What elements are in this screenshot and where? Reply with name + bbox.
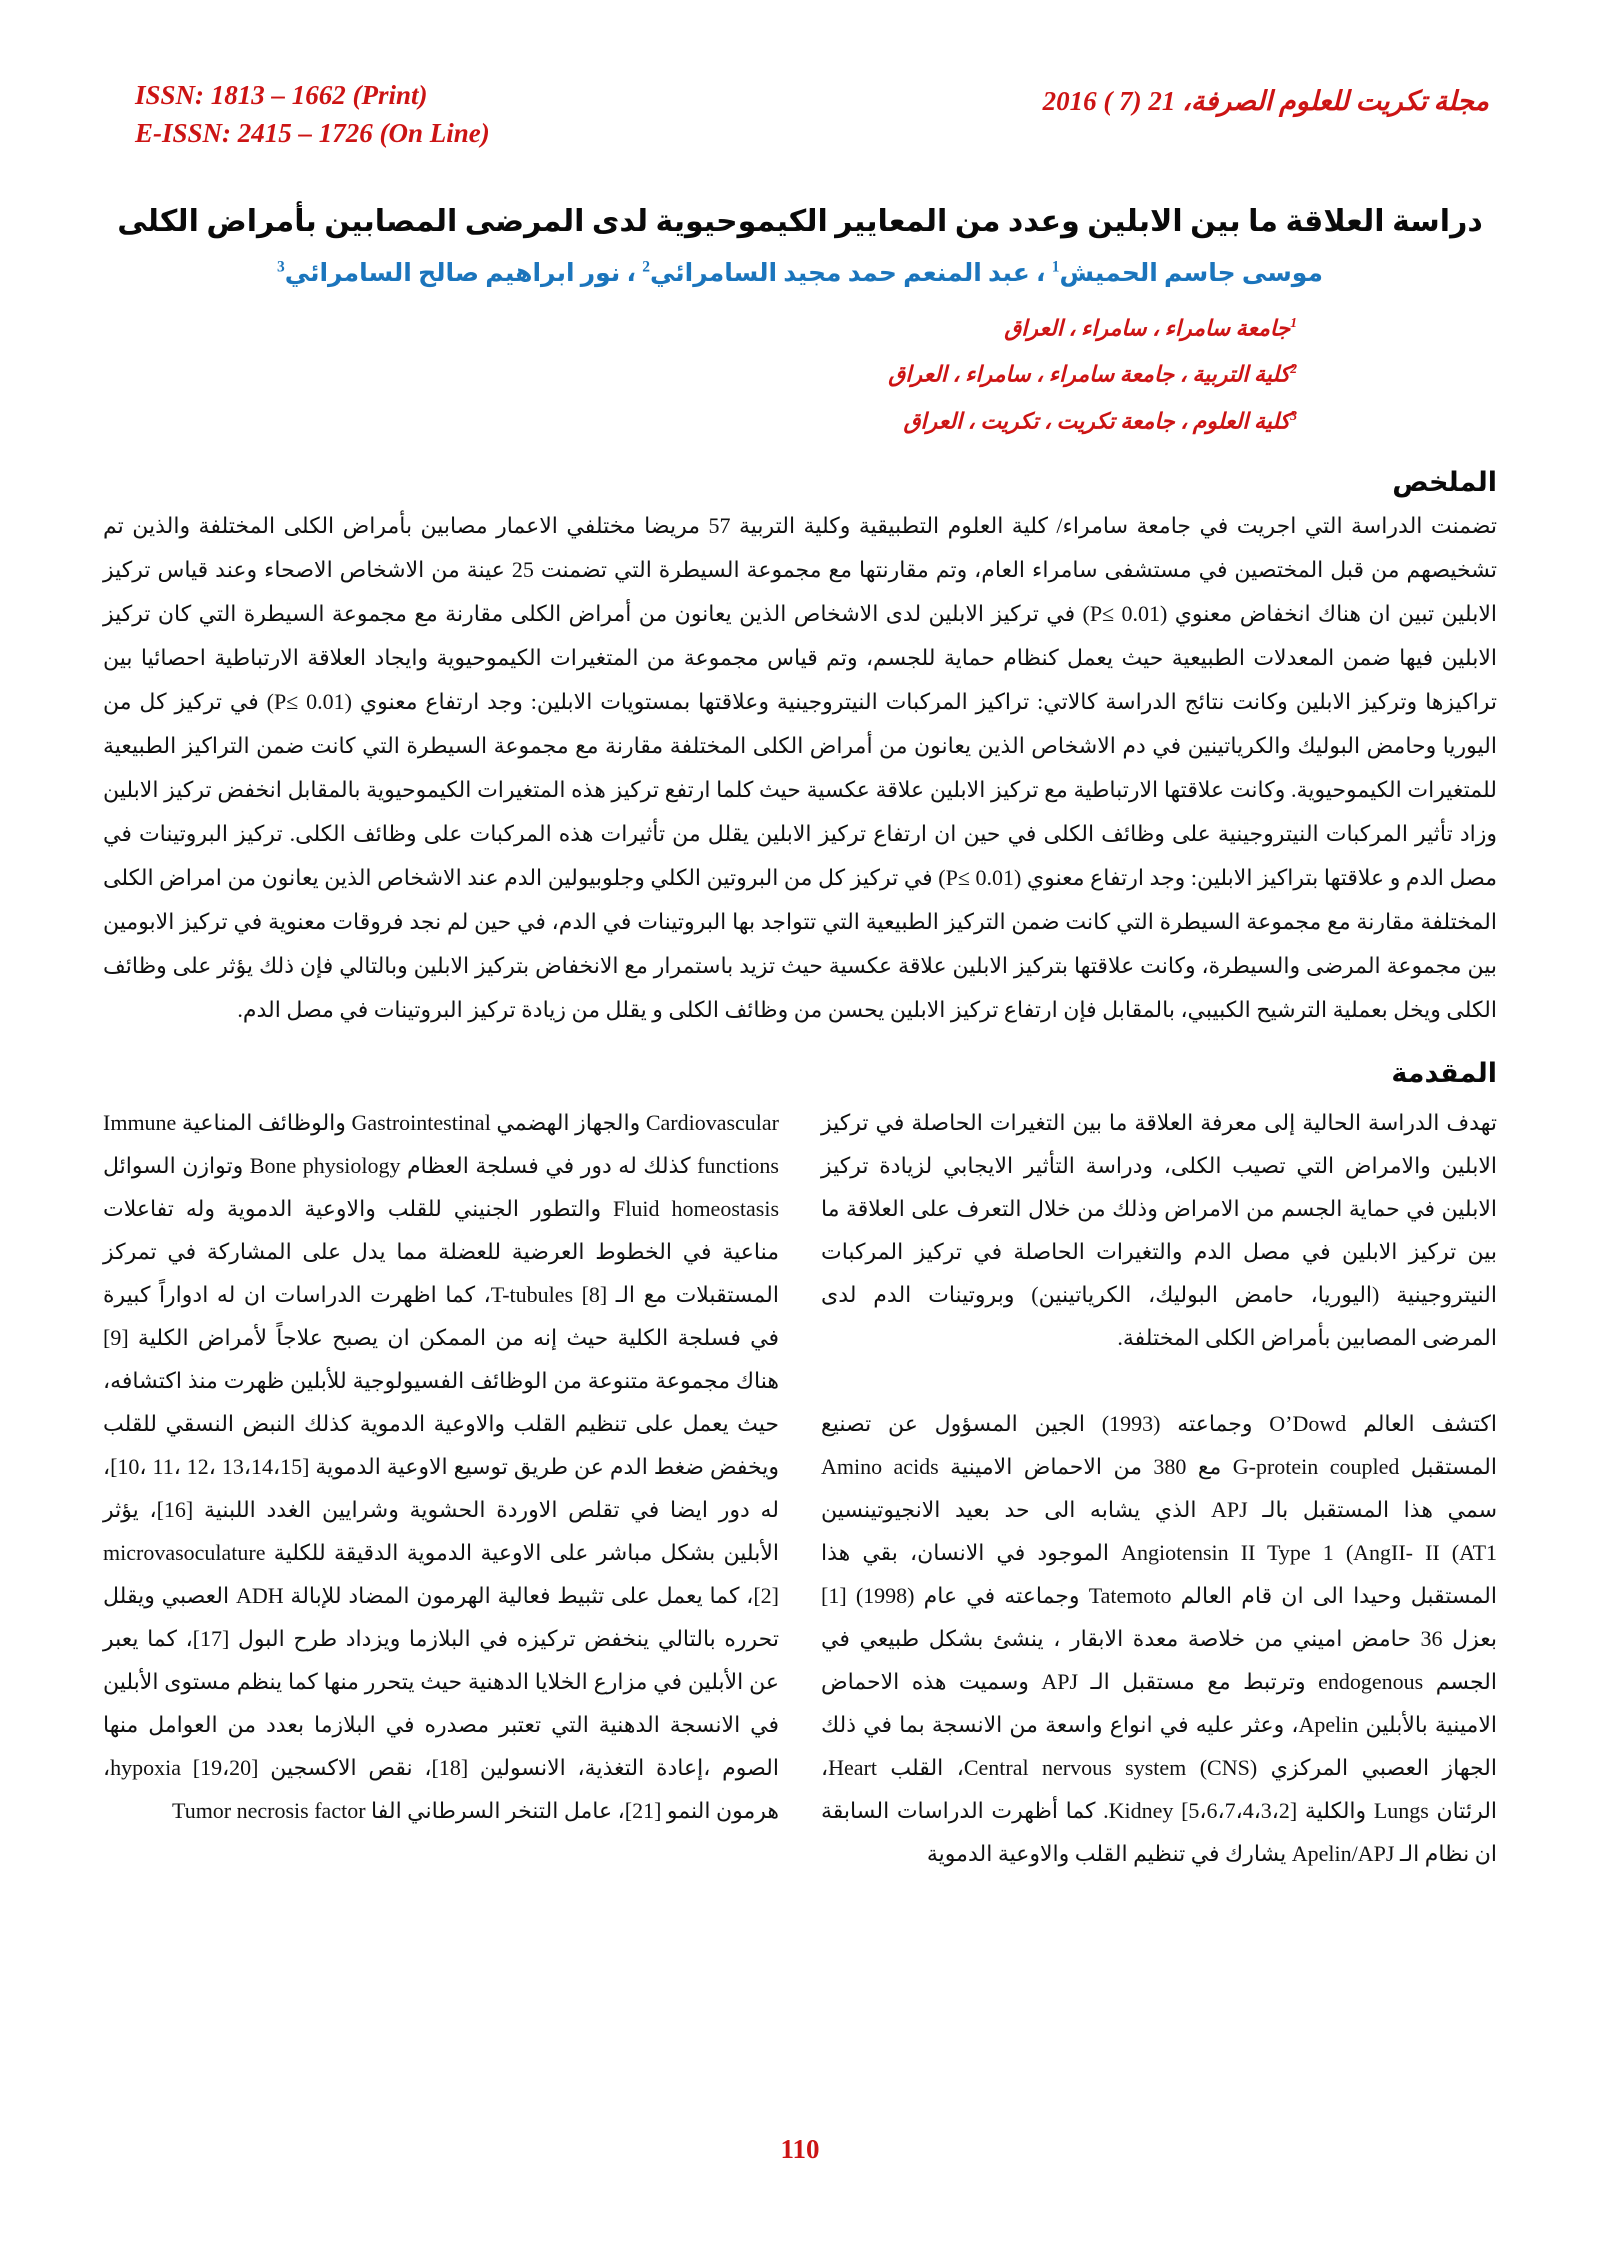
affiliation-line: $^2$كلية التربية ، جامعة سامراء ، سامراء ، العراق: [888, 361, 1297, 387]
paper-title: دراسة العلاقة ما بين الابلين وعدد من المعايير الكيموحيوية لدى المرضى المصابين بأمراض الكلى: [117, 205, 1483, 238]
issn-block: [135, 76, 490, 152]
author-superscript: 1: [1051, 258, 1060, 276]
author-name: عبد المنعم حمد مجيد السامرائي$^2$ ،: [620, 258, 1030, 287]
abstract-text: تضمنت الدراسة التي اجريت في جامعة سامراء/ كلية العلوم التطبيقية وكلية التربية 57 مريضا مختلفي الاعمار مصابين بأمراض الكلى المختلفة والذين تم تشخيصهم من قبل المختصين في مستشفى سامراء العام، وتم مقارنتها مع مجموعة السيطرة التي تضمنت 25 عينة من الاشخاص الاصحاء وعند قياس تركيز الابلين تبين ان هناك انخفاض معنوي (P≤ 0.01) في تركيز الابلين لدى الاشخاص الذين يعانون من أمراض الكلى مقارنة مع مجموعة السيطرة التي كان تركيز الابلين فيها ضمن المعدلات الطبيعية حيث يعمل كنظام حماية للجسم، وتم قياس مجموعة من المتغيرات الكيموحيوية وايجاد العلاقة الارتباطية احصائيا بين تراكيزها وتركيز الابلين وكانت نتائج الدراسة كالاتي: تراكيز المركبات النيتروجينية وعلاقتها بمستويات الابلين: وجد ارتفاع معنوي (P≤ 0.01) في تركيز كل من اليوريا وحامض البوليك والكرياتينين في دم الاشخاص الذين يعانون من أمراض الكلى المختلفة مقارنة مع مجموعة السيطرة التي كانت ضمن التراكيز الطبيعية للمتغيرات الكيموحيوية. وكانت علاقتها الارتباطية مع تركيز الابلين علاقة عكسية حيث كلما ارتفع تركيز هذه المتغيرات الكيموحيوية بالمقابل انخفض تركيز الابلين وزاد تأثير المركبات النيتروجينية على وظائف الكلى في حين ان ارتفاع تركيز الابلين يقلل من تأثيرات هذه المركبات على وظائف الكلى. تركيز البروتينات في مصل الدم و علاقتها بتراكيز الابلين: وجد ارتفاع معنوي (P≤ 0.01) في تركيز كل من البروتين الكلي وجلوبيولين الدم عند الاشخاص الذين يعانون من امراض الكلى المختلفة مقارنة مع مجموعة السيطرة التي كانت ضمن التركيز الطبيعية التي تتواجد بها البروتينات في الدم، في حين لم نجد فروقات معنوية في تركيز الابومين بين مجموعة المرضى والسيطرة، وكانت علاقتها بتركيز الابلين علاقة عكسية حيث تزيد باستمرار مع الانخفاض بتركيز الابلين وبالتالي فإن ذلك يؤثر على وظائف الكلى ويخل بعملية الترشيح الكبيبي، بالمقابل فإن ارتفاع تركيز الابلين يحسن من وظائف الكلى و يقلل من زيادة تركيز البروتينات في مصل الدم.: [103, 512, 1498, 1022]
issn-print: ISSN: 1813 – 1662 (Print): [135, 80, 428, 110]
intro-paragraph-2: اكتشف العالم O’Dowd وجماعته (1993) الجين المسؤول عن تصنيع المستقبل G-protein coupled مع 380 من الاحماض الامينية Amino acids سمي هذا المستقبل بالـ APJ الذي يشابه الى حد بعيد الانجيوتينسين ‪Angiotensin II Type 1 (AngII- II (AT1‬ الموجود في الانسان، بقي هذا المستقبل وحيدا الى ان قام العالم Tatemoto وجماعته في عام (1998) [1] بعزل 36 حامض اميني من خلاصة معدة الابقار ، ينشئ بشكل طبيعي في الجسم endogenous وترتبط مع مستقبل الـ APJ وسميت هذه الاحماض الامينية بالأبلين Apelin، وعثر عليه في انواع واسعة من الانسجة بما في ذلك الجهاز العصبي المركزي Central nervous system (CNS)، القلب Heart، الرئتان Lungs والكلية Kidney ‪[5،6،7،4،3،2]‬. كما أظهرت الدراسات السابقة ان نظام الـ Apelin/APJ يشارك في تنظيم القلب والاوعية الدموية: [821, 1410, 1498, 1866]
two-column-body: [103, 1101, 1497, 1875]
page-number: 110: [780, 2134, 820, 2164]
issn-online: E-ISSN: 2415 – 1726 (On Line): [135, 118, 490, 148]
intro-paragraph-1: تهدف الدراسة الحالية إلى معرفة العلاقة ما بين التغيرات الحاصلة في تركيز الابلين والامراض التي تصيب الكلى، ودراسة التأثير الايجابي لزيادة تركيز الابلين في حماية الجسم من الامراض وذلك من خلال التعرف على العلاقة ما بين تركيز الابلين في مصل الدم والتغيرات الحاصلة في تركيز المركبات النيتروجينية (اليوريا، حامض البوليك، الكرياتينين) وبروتينات الدم لدى المرضى المصابين بأمراض الكلى المختلفة.: [821, 1109, 1497, 1350]
intro-continuation-paragraph: Cardiovascular والجهاز الهضمي Gastrointestinal والوظائف المناعية Immune functions كذلك له دور في فسلجة العظام Bone physiology وتوازن السوائل Fluid homeostasis والتطور الجنيني للقلب والاوعية الدموية وله تفاعلات مناعية في الخطوط العرضية للعضلة مما يدل على المشاركة في تمركز المستقبلات مع الـ T-tubules [8]، كما اظهرت الدراسات ان له ادواراً كبيرة في فسلجة الكلية حيث إنه من الممكن ان يصبح علاجاً لأمراض الكلية [9] هناك مجموعة متنوعة من الوظائف الفسيولوجية للأبلين ظهرت منذ اكتشافه، حيث يعمل على تنظيم القلب والاوعية الدموية كذلك النبض النسقي للقلب ويخفض ضغط الدم عن طريق توسيع الاوعية الدموية ‪[10، 11، 12، 13،14،15]‬، له دور ايضا في تقلص الاوردة الحشوية وشرايين الغدد اللبنية [16]، يؤثر الأبلين بشكل مباشر على الاوعية الدموية الدقيقة للكلية microvasoculature [2]، كما يعمل على تثبيط فعالية الهرمون المضاد للإبالة ADH العصبي ويقلل تحرره بالتالي ينخفض تركيزه في البلازما ويزداد طرح البول [17]، كما يعبر عن الأبلين في مزارع الخلايا الدهنية حيث يتحرر منها كما ينظم مستوى الأبلين في الانسجة الدهنية التي تعتبر مصدره في البلازما بعدد من العوامل منها الصوم ،إعادة التغذية، الانسولين [18]، نقص الاكسجين hypoxia ‪[19،20]‬، هرمون النمو [21]، عامل التنخر السرطاني الفا Tumor necrosis factor: [103, 1109, 779, 1823]
affiliation-superscript: 1: [1290, 315, 1297, 330]
page-header: [103, 0, 1497, 152]
author-name: نور ابراهيم صالح السامرائي$^3$: [277, 258, 621, 287]
affiliation-superscript: 3: [1290, 407, 1297, 423]
affiliations-block: [103, 302, 1497, 441]
authors-line: [103, 258, 1497, 288]
journal-title: مجلة تكريت للعلوم الصرفة، 21 (7 ) 2016: [1042, 86, 1489, 116]
abstract-heading: الملخص: [1392, 466, 1497, 497]
author-separator: ،: [1029, 260, 1052, 287]
introduction-heading: المقدمة: [1391, 1057, 1497, 1088]
intro-right-column: [821, 1101, 1497, 1875]
author-superscript: 3: [277, 258, 285, 276]
affiliation-line: $^3$كلية العلوم ، جامعة تكريت ، تكريت ، العراق: [903, 407, 1297, 433]
author-separator: ،: [620, 260, 643, 287]
author-superscript: 2: [642, 258, 650, 276]
author-name: موسى جاسم الحميش$^1$ ،: [1029, 258, 1323, 287]
affiliation-line: $^1$جامعة سامراء ، سامراء ، العراق: [1004, 315, 1297, 341]
affiliation-superscript: 2: [1290, 361, 1297, 377]
intro-left-column: [103, 1101, 779, 1875]
